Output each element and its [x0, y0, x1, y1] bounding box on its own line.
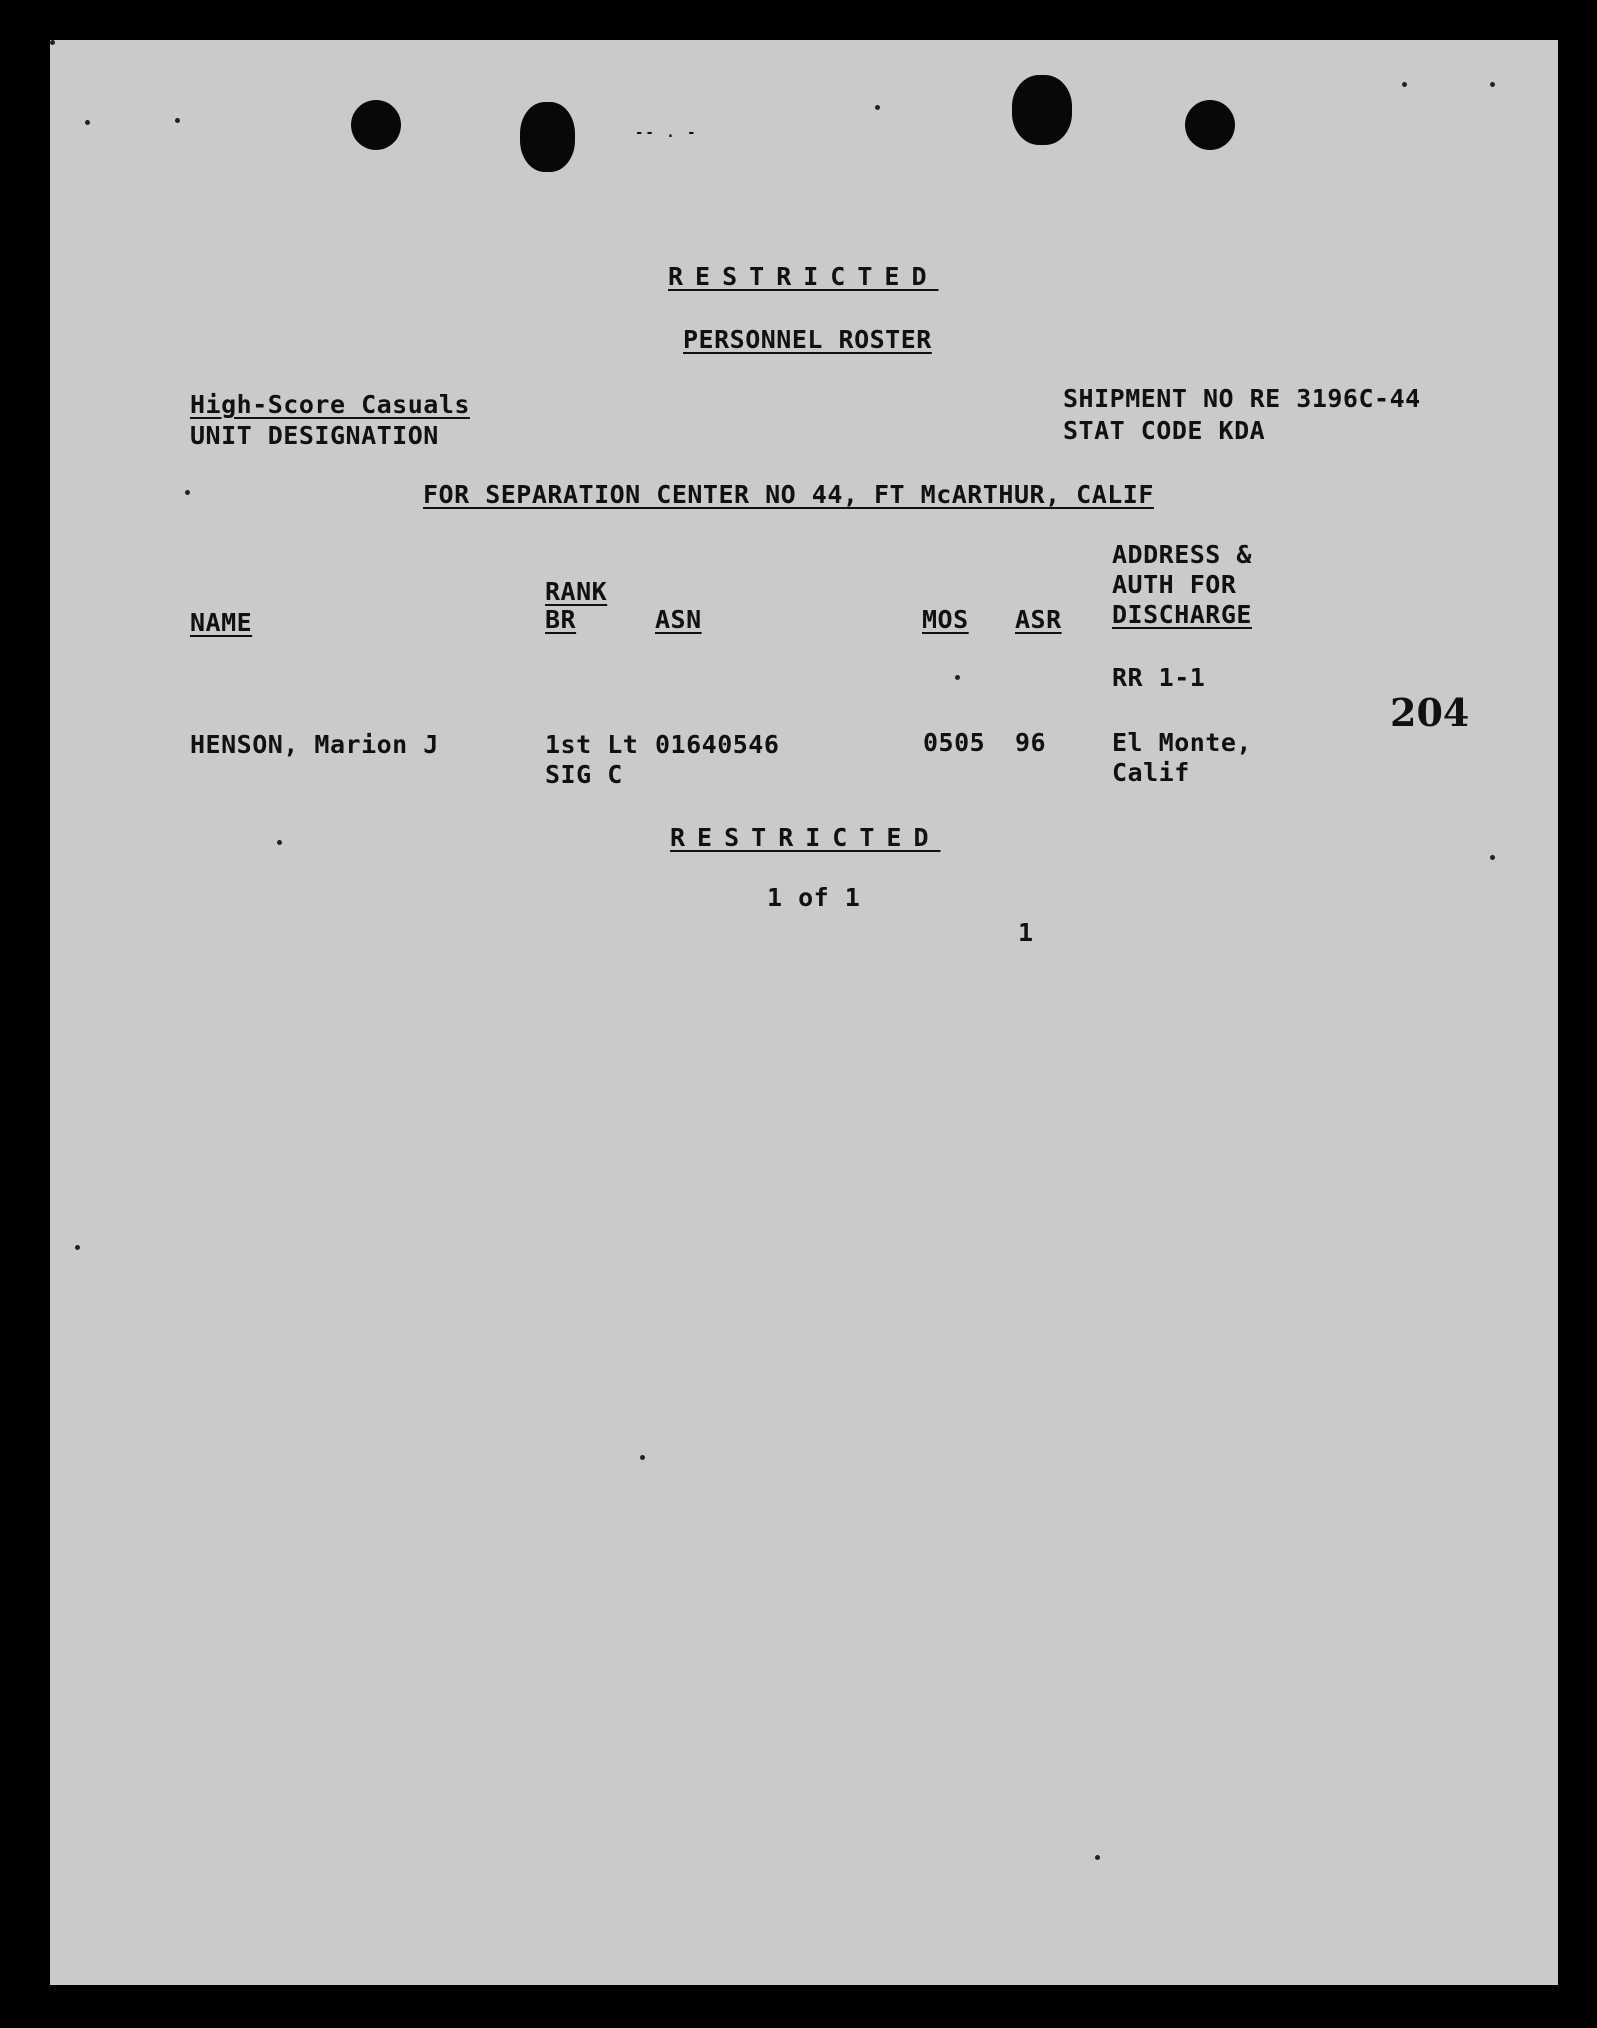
- speck: [875, 105, 880, 110]
- punch-hole-right-center: [1012, 75, 1072, 145]
- column-header-address-2: AUTH FOR: [1112, 570, 1237, 599]
- speck: [85, 120, 90, 125]
- classification-footer: RESTRICTED: [670, 823, 941, 852]
- document-title: PERSONNEL ROSTER: [683, 325, 932, 354]
- punch-hole-left-center: [520, 102, 575, 172]
- speck: [1402, 82, 1407, 87]
- row-branch: SIG C: [545, 760, 623, 789]
- column-header-asn: ASN: [655, 605, 702, 634]
- speck: [1490, 855, 1495, 860]
- row-mos: 0505: [923, 728, 986, 757]
- column-header-address-1: ADDRESS &: [1112, 540, 1252, 569]
- speck: [955, 675, 960, 680]
- column-header-address-3: DISCHARGE: [1112, 600, 1252, 629]
- row-address-line-2: Calif: [1112, 758, 1190, 787]
- classification-header: RESTRICTED: [668, 262, 939, 291]
- unit-designation-label: UNIT DESIGNATION: [190, 421, 439, 450]
- punch-hole-left: [351, 100, 401, 150]
- speck: [1490, 82, 1495, 87]
- speck: [640, 1455, 645, 1460]
- column-header-rank: RANK: [545, 577, 608, 606]
- document-page: [50, 40, 1558, 1985]
- speck: [75, 1245, 80, 1250]
- speck: [1095, 1855, 1100, 1860]
- speck: [277, 840, 282, 845]
- destination-line: FOR SEPARATION CENTER NO 44, FT McARTHUR, CALIF: [423, 480, 1154, 509]
- authority-reference: RR 1-1: [1112, 663, 1206, 692]
- column-header-asr: ASR: [1015, 605, 1062, 634]
- column-header-mos: MOS: [922, 605, 969, 634]
- record-count: 1: [1018, 918, 1034, 947]
- speck: [175, 118, 180, 123]
- column-header-name: NAME: [190, 608, 253, 637]
- stat-code: STAT CODE KDA: [1063, 416, 1266, 445]
- row-name: HENSON, Marion J: [190, 730, 439, 759]
- page-indicator: 1 of 1: [767, 883, 861, 912]
- top-smudge-text: -- . -: [635, 125, 698, 141]
- unit-name: High-Score Casuals: [190, 390, 470, 419]
- row-asn: 01640546: [655, 730, 780, 759]
- shipment-number: SHIPMENT NO RE 3196C-44: [1063, 384, 1421, 413]
- stamped-number: 204: [1390, 690, 1470, 735]
- row-address-line-1: El Monte,: [1112, 728, 1252, 757]
- column-header-branch: BR: [545, 605, 577, 634]
- row-asr: 96: [1015, 728, 1047, 757]
- punch-hole-right: [1185, 100, 1235, 150]
- speck: [185, 490, 190, 495]
- row-rank: 1st Lt: [545, 730, 639, 759]
- speck: [50, 40, 55, 45]
